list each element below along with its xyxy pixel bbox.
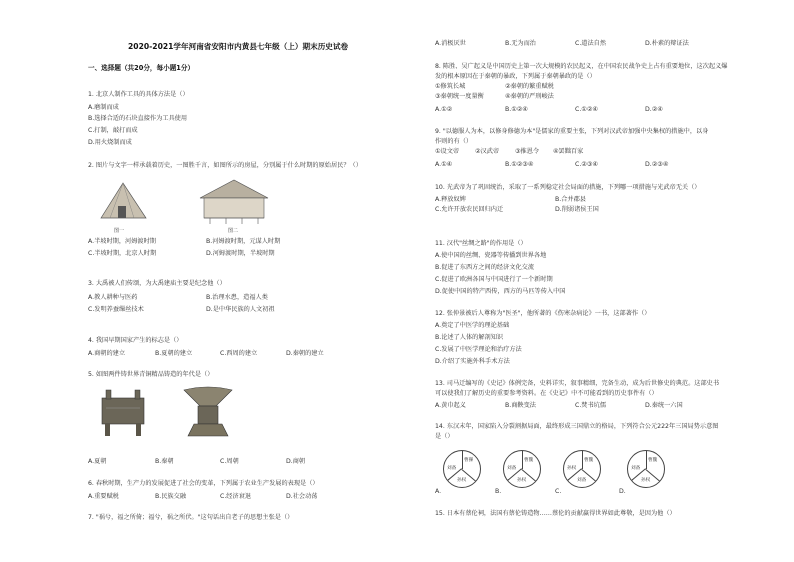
question-7-option-a[interactable]: A.消极厌世 [435, 40, 466, 47]
question-5-option-d[interactable]: D.商朝 [286, 458, 306, 465]
image-2-caption: 图二 [228, 228, 239, 234]
question-6-stem: 6. 春秋时期，生产力的发展促进了社会的变革，下列属于农业生产发展的表现是（） [88, 480, 319, 487]
pie-a-label-3: 孙权 [457, 478, 467, 483]
question-8-item-4: ④秦朝的严刑峻法 [505, 93, 554, 100]
question-8-option-a[interactable]: A.①② [435, 106, 453, 113]
question-13-option-a[interactable]: A.黄巾起义 [435, 402, 466, 409]
question-5-option-c[interactable]: C.周朝 [220, 458, 239, 465]
question-10-option-a[interactable]: A.释放奴婢 [435, 196, 466, 203]
pie-b-label-3: 孙权 [517, 478, 527, 483]
question-1-option-d[interactable]: D.用火烧制而成 [88, 139, 132, 146]
question-3-option-a[interactable]: A.教人耕种与医药 [88, 294, 138, 301]
question-12-option-d[interactable]: D.介绍了实施外科手术方法 [435, 358, 510, 365]
question-7-stem: 7. "祸兮，福之所倚；福兮，祸之所伏。"这句话出自老子的思想主张是（） [88, 514, 294, 521]
question-10-option-b[interactable]: B.合并郡县 [555, 196, 586, 203]
question-3-option-d[interactable]: D.是中华民族的人文初祖 [206, 306, 275, 313]
pie-c-label-2: 孙权 [567, 466, 577, 471]
question-3-option-c[interactable]: C.发明养蚕缫丝技术 [88, 306, 144, 313]
pie-d-label-1: 曹魏 [648, 458, 658, 463]
question-14-option-c[interactable]: C. [555, 488, 562, 495]
question-9-stem: 9. "以德服人为本，以修身修德为本"是儒家的重要主张，下列对汉武帝加强中央集权的措施中，以身 [435, 128, 709, 135]
question-12-stem: 12. 张仲景被后人尊称为"医圣"，他所著的《伤寒杂病论》一书，这部著作（） [435, 310, 651, 317]
question-8-item-2: ②秦朝的繁重赋税 [505, 83, 554, 90]
question-4-option-c[interactable]: C.西周的建立 [220, 350, 258, 357]
question-15-stem: 15. 日本有蔡伦祠，法国有蔡伦铸造物……蔡伦的贡献赢得世界如此尊敬，是因为他（） [435, 510, 676, 517]
question-2-option-c[interactable]: C.半坡时期，北京人时期 [88, 250, 157, 257]
question-8-stem-line2: 发的根本原因在于秦朝的暴政，下列属于秦朝暴政的是（） [435, 73, 596, 80]
pie-c-label-1: 曹魏 [584, 458, 594, 463]
hut-image-1 [96, 180, 151, 225]
pie-diagram-d[interactable] [627, 450, 665, 488]
bronze-zun-image [178, 384, 238, 440]
question-13-option-b[interactable]: B.商鞅变法 [505, 402, 536, 409]
question-4-option-b[interactable]: B.夏朝的建立 [155, 350, 193, 357]
question-8-option-d[interactable]: D.②④ [645, 106, 663, 113]
question-9-item-4: ④罢黜百家 [553, 148, 584, 155]
question-5-option-b[interactable]: B.秦朝 [155, 458, 174, 465]
question-10-stem: 10. 光武帝为了巩固统治，采取了一系列稳定社会局面的措施，下列哪一项措施与光武帝无关（） [435, 184, 701, 191]
question-9-item-2: ②汉武帝 [475, 148, 500, 155]
question-9-option-d[interactable]: D.②③④ [645, 161, 669, 168]
question-3-stem: 3. 大禹被人们传颂，为大禹建庙主要是纪念他（） [88, 280, 226, 287]
pie-d-label-3: 孙权 [641, 478, 651, 483]
question-14-stem: 14. 东汉末年，国家陷入分裂割据局面，最终形成三国鼎立的格局，下列符合公元222年三国局势示意图 [435, 423, 719, 430]
pie-b-label-2: 刘备 [507, 466, 517, 471]
question-9-stem-line2: 作则的有（） [435, 138, 473, 145]
question-1-stem: 1. 北京人制作工具的具体方法是（） [88, 91, 189, 98]
pie-c-label-3: 刘备 [577, 478, 587, 483]
question-11-option-b[interactable]: B.促进了东西方之间的经济文化交流 [435, 264, 535, 271]
image-1-caption: 图一 [114, 228, 125, 234]
question-9-item-3: ③推恩令 [515, 148, 540, 155]
question-7-option-b[interactable]: B.无为而治 [505, 40, 536, 47]
question-14-stem-line2: 是（） [435, 433, 454, 440]
question-10-option-d[interactable]: D.削弱诸侯王国 [555, 206, 599, 213]
question-8-item-1: ①修筑长城 [435, 83, 466, 90]
question-11-option-c[interactable]: C.促进了欧洲各国与中国进行了一个新时期 [435, 276, 553, 283]
question-6-option-c[interactable]: C.经济衰退 [220, 493, 252, 500]
question-6-option-d[interactable]: D.社会动荡 [286, 493, 318, 500]
section-heading: 一、选择题（共20分，每小题1分） [88, 64, 195, 72]
pie-d-label-2: 刘备 [631, 466, 641, 471]
question-7-option-c[interactable]: C.道法自然 [575, 40, 607, 47]
question-11-stem: 11. 汉代"丝绸之路"的作用是（） [435, 240, 527, 247]
question-8-item-3: ③秦朝统一度量衡 [435, 93, 484, 100]
question-10-option-c[interactable]: C.允许开放农民回归内迁 [435, 206, 504, 213]
question-12-option-a[interactable]: A.奠定了中医学的理论基础 [435, 322, 510, 329]
pie-a-label-1: 曹操 [464, 458, 474, 463]
question-11-option-a[interactable]: A.使中国的丝绸、瓷器等传播到世界各地 [435, 252, 547, 259]
question-13-option-d[interactable]: D.秦统一六国 [645, 402, 683, 409]
pie-diagram-b[interactable] [503, 450, 541, 488]
pie-a-label-2: 刘备 [447, 466, 457, 471]
question-8-option-b[interactable]: B.①②④ [505, 106, 528, 113]
question-12-option-c[interactable]: C.发展了中医学理论和治疗方法 [435, 346, 522, 353]
question-2-option-d[interactable]: D.河姆渡时期，半坡时期 [206, 250, 275, 257]
question-13-option-c[interactable]: C.焚书坑儒 [575, 402, 607, 409]
pie-b-label-1: 曹魏 [524, 458, 534, 463]
question-6-option-b[interactable]: B.民族交融 [155, 493, 186, 500]
question-4-option-a[interactable]: A.商朝的建立 [88, 350, 126, 357]
question-11-option-d[interactable]: D.促使中国的特产西传，西方的马匹等传入中国 [435, 288, 566, 295]
question-8-option-c[interactable]: C.①②④ [575, 106, 598, 113]
question-14-option-b[interactable]: B. [495, 488, 502, 495]
question-1-option-a[interactable]: A.磨制而成 [88, 104, 119, 111]
question-14-option-a[interactable]: A. [435, 488, 442, 495]
question-4-stem: 4. 我国早期国家产生的标志是（） [88, 337, 183, 344]
question-4-option-d[interactable]: D.秦朝的建立 [286, 350, 324, 357]
question-6-option-a[interactable]: A.重要赋税 [88, 493, 119, 500]
question-2-option-a[interactable]: A.半坡时期，河姆渡时期 [88, 238, 156, 245]
bronze-ding-image [96, 388, 151, 438]
question-9-option-c[interactable]: C.②③④ [575, 161, 598, 168]
pie-diagram-c[interactable] [563, 450, 601, 488]
question-7-option-d[interactable]: D.朴素的辩证法 [645, 40, 689, 47]
question-1-option-c[interactable]: C.打制，敲打而成 [88, 127, 138, 134]
question-5-stem: 5. 如图两件铸世界青铜精品铸造的年代是（） [88, 371, 214, 378]
question-3-option-b[interactable]: B.治理水患，造福人类 [206, 294, 268, 301]
hut-image-2 [196, 178, 271, 226]
question-2-stem: 2. 图片与文字一样承载着历史，一图胜千言，如图所示的房屋，分别属于什么时期的原始居民？（） [88, 162, 362, 169]
question-9-option-a[interactable]: A.①④ [435, 161, 453, 168]
question-5-option-a[interactable]: A.夏朝 [88, 458, 107, 465]
question-9-item-1: ①设文帝 [435, 148, 460, 155]
question-13-stem: 13. 司马迁编写的《史记》体例完备，史料详实，叙事精细，完备生动，成为后世修史的典范。这部史书 [435, 380, 720, 387]
question-13-stem-line2: 可以使我们了解历史的重要参考资料。在《史记》中不可能看到的历史事件有（） [435, 390, 658, 397]
question-12-option-b[interactable]: B.论述了人体的解剖知识 [435, 334, 504, 341]
page-title: 2020-2021学年河南省安阳市内黄县七年级（上）期末历史试卷 [128, 42, 349, 51]
question-14-option-d[interactable]: D. [619, 488, 626, 495]
question-9-option-b[interactable]: B.①②③④ [505, 161, 534, 168]
question-8-stem: 8. 陈胜、吴广起义是中国历史上第一次大规模的农民起义，在中国农民战争史上占有重要地位，这次起义爆 [435, 63, 728, 70]
question-1-option-b[interactable]: B.选择合适的石块直接作为工具使用 [88, 115, 188, 122]
pie-diagram-a[interactable] [443, 450, 481, 488]
question-2-option-b[interactable]: B.河姆渡时期，元谋人时期 [206, 238, 281, 245]
